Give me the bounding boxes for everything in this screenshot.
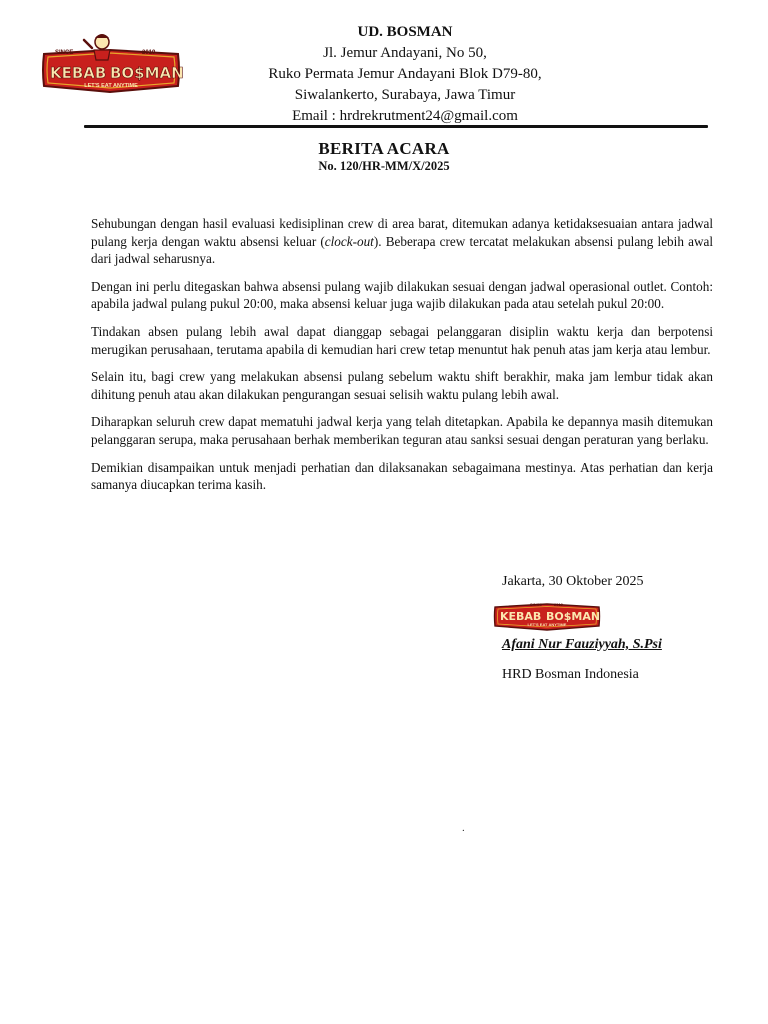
svg-text:SINCE: SINCE bbox=[530, 602, 543, 607]
letter-body bbox=[91, 215, 713, 504]
header-divider bbox=[84, 125, 708, 128]
address-line: Siwalankerto, Surabaya, Jawa Timur bbox=[294, 87, 516, 103]
kebab-bosman-logo bbox=[38, 30, 184, 100]
svg-text:LET'S EAT ANYTIME: LET'S EAT ANYTIME bbox=[527, 622, 567, 627]
svg-text:KEBAB: KEBAB bbox=[500, 610, 542, 623]
stray-mark: . bbox=[462, 822, 465, 834]
signatory-role: HRD Bosman Indonesia bbox=[502, 667, 639, 682]
document-title: BERITA ACARA bbox=[318, 139, 450, 158]
svg-text:BO$MAN: BO$MAN bbox=[110, 64, 184, 82]
signatory-name: Afani Nur Fauziyyah, S.Psi bbox=[502, 637, 662, 652]
svg-text:2019: 2019 bbox=[142, 50, 156, 56]
svg-text:BO$MAN: BO$MAN bbox=[546, 610, 601, 623]
italic-term: clock-out bbox=[324, 233, 374, 249]
email-line: Email : hrdrekrutment24@gmail.com bbox=[292, 108, 518, 124]
paragraph: Selain itu, bagi crew yang melakukan absensi pulang sebelum waktu shift berakhir, maka jam lembur tidak akan dihitung penuh atau akan dilakukan pengurangan sesuai selisih waktu pulang lebih awal. bbox=[91, 369, 713, 402]
paragraph: Tindakan absen pulang lebih awal dapat dianggap sebagai pelanggaran disiplin waktu kerja dan berpotensi merugikan perusahaan, terutama apabila di kemudian hari crew tetap menuntut hak penuh atas jam kerja atau lembur. bbox=[91, 323, 713, 357]
document-number: No. 120/HR-MM/X/2025 bbox=[318, 159, 450, 173]
svg-text:KEBAB: KEBAB bbox=[50, 64, 107, 82]
place-date: Jakarta, 30 Oktober 2025 bbox=[502, 574, 644, 589]
signature-logo bbox=[492, 599, 602, 633]
svg-text:2019: 2019 bbox=[554, 602, 563, 607]
paragraph: Sehubungan dengan hasil evaluasi kedisiplinan crew di area barat, ditemukan adanya ketidaksesuaian antara jadwal pulang kerja dengan waktu absensi keluar (clock-out). Beberapa crew tercatat melakukan absensi pulang lebih awal dari jadwal seharusnya. bbox=[91, 216, 713, 267]
letterhead bbox=[240, 22, 570, 127]
paragraph: Demikian disampaikan untuk menjadi perhatian dan dilaksanakan sebagaimana mestinya. Atas perhatian dan kerja samanya diucapkan terima kasih. bbox=[91, 459, 713, 493]
signature-block bbox=[502, 573, 732, 683]
svg-text:LET'S EAT ANYTIME: LET'S EAT ANYTIME bbox=[84, 83, 138, 89]
paragraph: Dengan ini perlu ditegaskan bahwa absensi pulang wajib dilakukan sesuai dengan jadwal operasional outlet. Contoh: apabila jadwal pulang pukul 20:00, maka absensi keluar juga wajib dilakukan pada atau setelah pukul 20:00. bbox=[91, 278, 713, 312]
svg-text:SINCE: SINCE bbox=[55, 50, 74, 56]
address-line: Ruko Permata Jemur Andayani Blok D79-80, bbox=[268, 66, 542, 82]
brand-logo-icon bbox=[38, 30, 184, 100]
stamp-logo-icon bbox=[492, 599, 602, 633]
paragraph: Diharapkan seluruh crew dapat mematuhi jadwal kerja yang telah ditetapkan. Apabila ke depannya masih ditemukan pelanggaran serupa, maka perusahaan berhak memberikan teguran atau sanksi sesuai dengan peraturan yang berlaku. bbox=[91, 414, 713, 447]
address-line: Jl. Jemur Andayani, No 50, bbox=[323, 45, 487, 61]
company-name: UD. BOSMAN bbox=[357, 24, 453, 40]
